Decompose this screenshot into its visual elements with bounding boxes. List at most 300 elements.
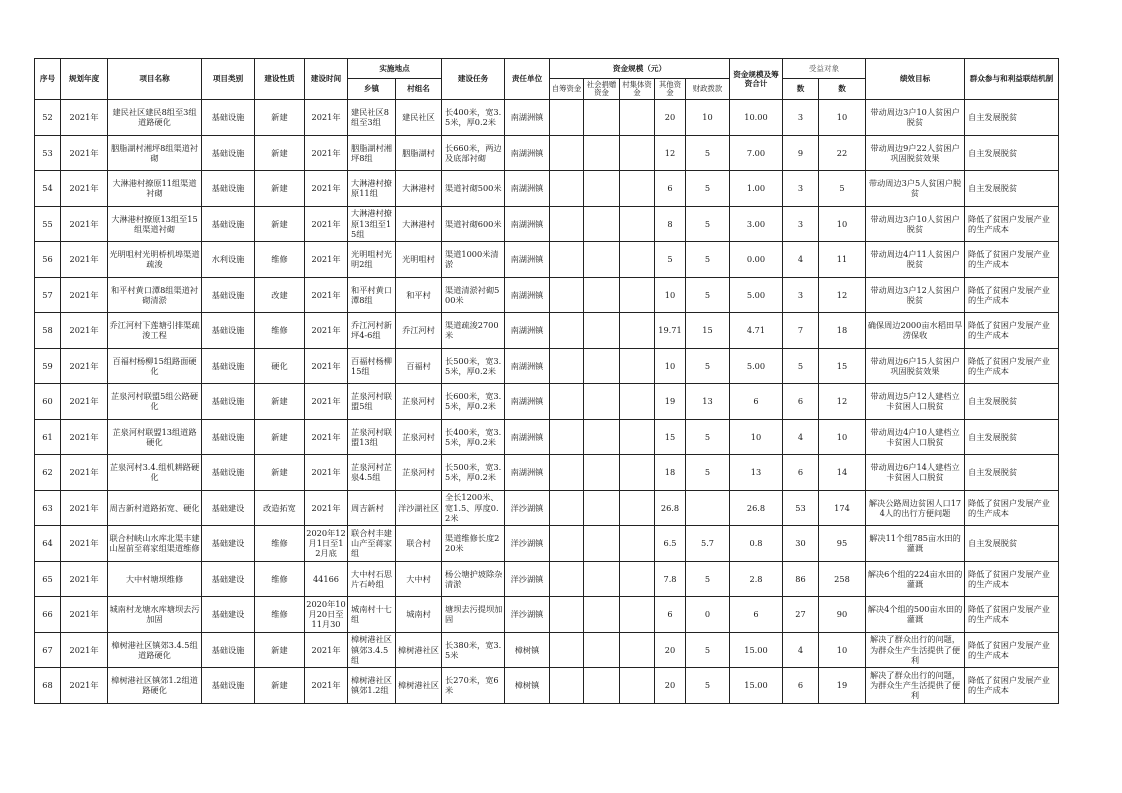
- cell-build-nature: 新建: [255, 135, 305, 171]
- cell-seq: 67: [35, 632, 61, 668]
- cell-households: 53: [783, 490, 819, 526]
- header-unit: 责任单位: [505, 59, 550, 100]
- cell-build-nature: 维修: [255, 561, 305, 597]
- cell-mechanism: 降低了贫困户发展产业的生产成本: [965, 242, 1059, 278]
- cell-persons: 11: [819, 242, 866, 278]
- cell-fiscal: 5.7: [686, 526, 730, 562]
- cell-collective: [620, 277, 655, 313]
- cell-project-type: 基础设施: [202, 348, 255, 384]
- cell-self-raised: [550, 242, 584, 278]
- cell-self-raised: [550, 597, 584, 633]
- cell-fund-total: 15.00: [730, 668, 783, 704]
- cell-fund-total: 10: [730, 419, 783, 455]
- cell-village: 洋沙湖社区: [396, 490, 442, 526]
- header-fund-total: 资金规模及筹资合计: [730, 59, 783, 100]
- cell-other-funds: 19: [655, 384, 686, 420]
- cell-task: 长500米，宽3.5米，厚0.2米: [442, 348, 505, 384]
- cell-build-time: 2021年: [305, 632, 348, 668]
- cell-task: 长380米，宽3.5米: [442, 632, 505, 668]
- cell-town: 芷泉河村联盟5组: [348, 384, 396, 420]
- cell-town: 大淋港村撩原11组: [348, 171, 396, 207]
- cell-collective: [620, 313, 655, 349]
- cell-fiscal: 5: [686, 632, 730, 668]
- cell-task: 长400米，宽3.5米，厚0.2米: [442, 419, 505, 455]
- cell-task: 长660米，两边及底部衬砌: [442, 135, 505, 171]
- cell-year: 2021年: [61, 632, 108, 668]
- cell-self-raised: [550, 526, 584, 562]
- cell-year: 2021年: [61, 455, 108, 491]
- cell-seq: 63: [35, 490, 61, 526]
- cell-households: 3: [783, 171, 819, 207]
- cell-town: 和平村黄口潭8组: [348, 277, 396, 313]
- cell-project-type: 基础设施: [202, 135, 255, 171]
- header-households: 数: [783, 79, 819, 100]
- cell-unit: 洋沙湖镇: [505, 526, 550, 562]
- cell-households: 9: [783, 135, 819, 171]
- cell-task: 渠道衬砌600米: [442, 206, 505, 242]
- cell-other-funds: 20: [655, 668, 686, 704]
- cell-year: 2021年: [61, 561, 108, 597]
- cell-village: 樟树港社区: [396, 668, 442, 704]
- cell-village: 联合村: [396, 526, 442, 562]
- cell-unit: 南湖洲镇: [505, 313, 550, 349]
- cell-project-name: 芷泉河村3.4.组机耕路硬化: [108, 455, 202, 491]
- cell-unit: 南湖洲镇: [505, 348, 550, 384]
- cell-goal: 带动周边6户14人建档立卡贫困人口脱贫: [866, 455, 965, 491]
- cell-seq: 58: [35, 313, 61, 349]
- cell-unit: 南湖洲镇: [505, 384, 550, 420]
- cell-year: 2021年: [61, 171, 108, 207]
- cell-fiscal: 5: [686, 561, 730, 597]
- cell-project-name: 樟树港社区镇郊1.2组道路硬化: [108, 668, 202, 704]
- cell-project-type: 基础设施: [202, 206, 255, 242]
- cell-self-raised: [550, 668, 584, 704]
- cell-project-type: 基础建设: [202, 597, 255, 633]
- cell-town: 城南村十七组: [348, 597, 396, 633]
- cell-build-time: 2021年: [305, 455, 348, 491]
- cell-build-time: 2021年: [305, 135, 348, 171]
- cell-seq: 57: [35, 277, 61, 313]
- cell-project-type: 基础设施: [202, 455, 255, 491]
- cell-build-nature: 新建: [255, 419, 305, 455]
- cell-collective: [620, 668, 655, 704]
- cell-collective: [620, 419, 655, 455]
- cell-build-nature: 维修: [255, 313, 305, 349]
- header-town: 乡镇: [348, 79, 396, 100]
- cell-town: 光明咀村光明2组: [348, 242, 396, 278]
- cell-village: 大中村: [396, 561, 442, 597]
- cell-build-nature: 新建: [255, 632, 305, 668]
- cell-other-funds: 15: [655, 419, 686, 455]
- cell-other-funds: 10: [655, 277, 686, 313]
- cell-self-raised: [550, 632, 584, 668]
- cell-collective: [620, 206, 655, 242]
- cell-build-time: 44166: [305, 561, 348, 597]
- table-row: [35, 455, 1059, 491]
- cell-seq: 68: [35, 668, 61, 704]
- cell-social-donation: [584, 206, 620, 242]
- cell-fund-total: 7.00: [730, 135, 783, 171]
- cell-goal: 带动周边9户22人贫困户巩固脱贫效果: [866, 135, 965, 171]
- cell-persons: 12: [819, 384, 866, 420]
- cell-town: 乔江河村新坪4-6组: [348, 313, 396, 349]
- cell-self-raised: [550, 313, 584, 349]
- header-beneficiary: 受益对象: [783, 59, 866, 79]
- header-location: 实施地点: [348, 59, 442, 79]
- cell-unit: 南湖洲镇: [505, 135, 550, 171]
- cell-unit: 南湖洲镇: [505, 419, 550, 455]
- cell-village: 和平村: [396, 277, 442, 313]
- cell-goal: 解决6个组的224亩水田的灌溉: [866, 561, 965, 597]
- table-row: [35, 632, 1059, 668]
- cell-other-funds: 6: [655, 171, 686, 207]
- cell-self-raised: [550, 171, 584, 207]
- cell-goal: 解决了群众出行的问题，为群众生产生活提供了便利: [866, 632, 965, 668]
- cell-build-time: 2020年12月1日至12月底: [305, 526, 348, 562]
- cell-self-raised: [550, 419, 584, 455]
- project-table: [34, 58, 1059, 704]
- cell-project-type: 基础设施: [202, 419, 255, 455]
- cell-social-donation: [584, 277, 620, 313]
- cell-build-nature: 新建: [255, 455, 305, 491]
- cell-other-funds: 6.5: [655, 526, 686, 562]
- cell-town: 樟树港社区镇郊1.2组: [348, 668, 396, 704]
- cell-seq: 61: [35, 419, 61, 455]
- cell-other-funds: 7.8: [655, 561, 686, 597]
- cell-fiscal: 5: [686, 419, 730, 455]
- cell-social-donation: [584, 632, 620, 668]
- cell-households: 3: [783, 277, 819, 313]
- table-row: [35, 348, 1059, 384]
- cell-seq: 62: [35, 455, 61, 491]
- cell-year: 2021年: [61, 668, 108, 704]
- cell-fund-total: 0.8: [730, 526, 783, 562]
- cell-other-funds: 6: [655, 597, 686, 633]
- cell-project-name: 城南村龙塘水库塘坝去污加固: [108, 597, 202, 633]
- cell-task: 长400米，宽3.5米，厚0.2米: [442, 100, 505, 136]
- table-row: [35, 277, 1059, 313]
- cell-village: 大淋港村: [396, 206, 442, 242]
- cell-project-name: 大中村塘坝维修: [108, 561, 202, 597]
- cell-other-funds: 18: [655, 455, 686, 491]
- cell-town: 芷泉河村芷泉4.5组: [348, 455, 396, 491]
- cell-build-nature: 新建: [255, 171, 305, 207]
- cell-goal: 带动周边4户10人建档立卡贫困人口脱贫: [866, 419, 965, 455]
- cell-self-raised: [550, 100, 584, 136]
- cell-goal: 带动周边3户10人贫困户脱贫: [866, 206, 965, 242]
- cell-households: 3: [783, 206, 819, 242]
- cell-town: 大淋港村撩原13组至15组: [348, 206, 396, 242]
- cell-fiscal: [686, 490, 730, 526]
- table-row: [35, 206, 1059, 242]
- cell-build-nature: 新建: [255, 100, 305, 136]
- table-row: [35, 242, 1059, 278]
- cell-households: 27: [783, 597, 819, 633]
- cell-unit: 洋沙湖镇: [505, 561, 550, 597]
- cell-households: 6: [783, 455, 819, 491]
- cell-seq: 55: [35, 206, 61, 242]
- cell-year: 2021年: [61, 384, 108, 420]
- header-social-donation: 社会捐赠资金: [584, 79, 620, 100]
- cell-project-type: 基础建设: [202, 561, 255, 597]
- cell-build-nature: 改建: [255, 277, 305, 313]
- cell-goal: 带动周边3户5人贫困户脱贫: [866, 171, 965, 207]
- table-row: [35, 135, 1059, 171]
- header-plan-year: 规划年度: [61, 59, 108, 100]
- cell-social-donation: [584, 384, 620, 420]
- cell-social-donation: [584, 171, 620, 207]
- cell-village: 芷泉河村: [396, 455, 442, 491]
- cell-seq: 53: [35, 135, 61, 171]
- cell-unit: 南湖洲镇: [505, 206, 550, 242]
- cell-build-time: 2021年: [305, 419, 348, 455]
- cell-year: 2021年: [61, 490, 108, 526]
- cell-mechanism: 自主发展脱贫: [965, 384, 1059, 420]
- cell-goal: 带动周边4户11人贫困户脱贫: [866, 242, 965, 278]
- cell-build-time: 2020年10月20日至11月30: [305, 597, 348, 633]
- cell-village: 乔江河村: [396, 313, 442, 349]
- cell-collective: [620, 490, 655, 526]
- cell-goal: 带动周边5户12人建档立卡贫困人口脱贫: [866, 384, 965, 420]
- cell-fiscal: 5: [686, 171, 730, 207]
- cell-self-raised: [550, 490, 584, 526]
- cell-social-donation: [584, 313, 620, 349]
- cell-persons: 10: [819, 100, 866, 136]
- cell-town: 樟树港社区镇郊3.4.5组: [348, 632, 396, 668]
- cell-persons: 174: [819, 490, 866, 526]
- cell-unit: 洋沙湖镇: [505, 597, 550, 633]
- cell-self-raised: [550, 277, 584, 313]
- cell-self-raised: [550, 561, 584, 597]
- header-build-time: 建设时间: [305, 59, 348, 100]
- cell-year: 2021年: [61, 313, 108, 349]
- cell-self-raised: [550, 206, 584, 242]
- cell-social-donation: [584, 100, 620, 136]
- cell-seq: 65: [35, 561, 61, 597]
- cell-collective: [620, 348, 655, 384]
- cell-collective: [620, 597, 655, 633]
- cell-town: 胭脂湖村湘坪8组: [348, 135, 396, 171]
- cell-build-nature: 维修: [255, 597, 305, 633]
- cell-fund-total: 10.00: [730, 100, 783, 136]
- cell-project-name: 光明咀村光明桥机埠渠道疏浚: [108, 242, 202, 278]
- cell-fiscal: 15: [686, 313, 730, 349]
- cell-project-type: 基础建设: [202, 526, 255, 562]
- cell-build-time: 2021年: [305, 384, 348, 420]
- cell-project-name: 樟树港社区镇郊3.4.5组道路硬化: [108, 632, 202, 668]
- cell-task: 塘坝去污提坝加固: [442, 597, 505, 633]
- cell-build-nature: 维修: [255, 242, 305, 278]
- cell-project-name: 建民社区建民8组至3组道路硬化: [108, 100, 202, 136]
- cell-fund-total: 26.8: [730, 490, 783, 526]
- cell-build-nature: 新建: [255, 384, 305, 420]
- cell-build-time: 2021年: [305, 100, 348, 136]
- cell-village: 城南村: [396, 597, 442, 633]
- cell-fund-total: 13: [730, 455, 783, 491]
- cell-year: 2021年: [61, 419, 108, 455]
- cell-village: 建民社区: [396, 100, 442, 136]
- table-row: [35, 561, 1059, 597]
- cell-households: 4: [783, 242, 819, 278]
- cell-unit: 南湖洲镇: [505, 455, 550, 491]
- cell-social-donation: [584, 668, 620, 704]
- cell-project-name: 周吉新村道路拓宽、硬化: [108, 490, 202, 526]
- cell-village: 大淋港村: [396, 171, 442, 207]
- cell-project-type: 基础设施: [202, 632, 255, 668]
- cell-year: 2021年: [61, 135, 108, 171]
- header-fiscal: 财政拨款: [686, 79, 730, 100]
- cell-other-funds: 12: [655, 135, 686, 171]
- cell-unit: 南湖洲镇: [505, 277, 550, 313]
- cell-project-name: 芷泉河村联盟5组公路硬化: [108, 384, 202, 420]
- cell-build-nature: 新建: [255, 206, 305, 242]
- cell-households: 30: [783, 526, 819, 562]
- header-self-raised: 自筹资金: [550, 79, 584, 100]
- cell-other-funds: 19.71: [655, 313, 686, 349]
- table-row: [35, 490, 1059, 526]
- cell-fund-total: 0.00: [730, 242, 783, 278]
- cell-fiscal: 5: [686, 206, 730, 242]
- table-row: [35, 419, 1059, 455]
- cell-task: 渠道1000米清淤: [442, 242, 505, 278]
- cell-other-funds: 20: [655, 632, 686, 668]
- cell-households: 6: [783, 668, 819, 704]
- cell-mechanism: 自主发展脱贫: [965, 419, 1059, 455]
- cell-build-nature: 改造拓宽: [255, 490, 305, 526]
- header-goal: 绩效目标: [866, 59, 965, 100]
- cell-fund-total: 6: [730, 384, 783, 420]
- cell-persons: 22: [819, 135, 866, 171]
- cell-persons: 5: [819, 171, 866, 207]
- cell-mechanism: 自主发展脱贫: [965, 526, 1059, 562]
- cell-households: 86: [783, 561, 819, 597]
- cell-year: 2021年: [61, 242, 108, 278]
- cell-other-funds: 20: [655, 100, 686, 136]
- cell-task: 全长1200米、宽1.5、厚度0.2米: [442, 490, 505, 526]
- cell-fiscal: 10: [686, 100, 730, 136]
- cell-persons: 12: [819, 277, 866, 313]
- cell-social-donation: [584, 455, 620, 491]
- cell-build-nature: 新建: [255, 668, 305, 704]
- cell-goal: 带动周边3户12人贫困户脱贫: [866, 277, 965, 313]
- cell-unit: 樟树镇: [505, 668, 550, 704]
- cell-project-type: 基础设施: [202, 100, 255, 136]
- cell-mechanism: 降低了贫困户发展产业的生产成本: [965, 277, 1059, 313]
- cell-build-time: 2021年: [305, 171, 348, 207]
- cell-households: 6: [783, 384, 819, 420]
- cell-persons: 19: [819, 668, 866, 704]
- cell-year: 2021年: [61, 100, 108, 136]
- cell-task: 长600米，宽3.5米，厚0.2米: [442, 384, 505, 420]
- cell-seq: 59: [35, 348, 61, 384]
- cell-village: 芷泉河村: [396, 419, 442, 455]
- cell-year: 2021年: [61, 277, 108, 313]
- table-row: [35, 100, 1059, 136]
- cell-goal: 确保周边2000亩水稻田旱涝保收: [866, 313, 965, 349]
- cell-project-type: 水利设施: [202, 242, 255, 278]
- cell-project-type: 基础设施: [202, 277, 255, 313]
- header-other: 其他资金: [655, 79, 686, 100]
- cell-persons: 95: [819, 526, 866, 562]
- cell-persons: 10: [819, 419, 866, 455]
- cell-fiscal: 5: [686, 242, 730, 278]
- cell-persons: 15: [819, 348, 866, 384]
- cell-task: 渠道维修长度220米: [442, 526, 505, 562]
- cell-village: 芷泉河村: [396, 384, 442, 420]
- cell-self-raised: [550, 135, 584, 171]
- cell-mechanism: 降低了贫困户发展产业的生产成本: [965, 348, 1059, 384]
- cell-project-name: 大淋港村撩原13组至15组渠道衬砌: [108, 206, 202, 242]
- cell-collective: [620, 135, 655, 171]
- cell-project-name: 乔江河村下莲塘引排渠疏浚工程: [108, 313, 202, 349]
- cell-social-donation: [584, 135, 620, 171]
- cell-year: 2021年: [61, 348, 108, 384]
- cell-social-donation: [584, 526, 620, 562]
- cell-fund-total: 2.8: [730, 561, 783, 597]
- table-row: [35, 597, 1059, 633]
- cell-goal: 解决公路周边贫困人口174人的出行方便问题: [866, 490, 965, 526]
- cell-fund-total: 1.00: [730, 171, 783, 207]
- cell-town: 芷泉河村联盟13组: [348, 419, 396, 455]
- cell-social-donation: [584, 597, 620, 633]
- cell-households: 4: [783, 632, 819, 668]
- cell-project-type: 基础设施: [202, 313, 255, 349]
- cell-project-type: 基础设施: [202, 384, 255, 420]
- cell-fund-total: 5.00: [730, 277, 783, 313]
- cell-town: 百福村杨柳15组: [348, 348, 396, 384]
- cell-town: 联合村丰建山产至蒋家组: [348, 526, 396, 562]
- cell-task: 长500米，宽3.5米，厚0.2米: [442, 455, 505, 491]
- cell-seq: 66: [35, 597, 61, 633]
- header-fund-scale: 资金规模（元）: [550, 59, 730, 79]
- cell-other-funds: 8: [655, 206, 686, 242]
- cell-project-type: 基础建设: [202, 490, 255, 526]
- cell-mechanism: 降低了贫困户发展产业的生产成本: [965, 632, 1059, 668]
- cell-fund-total: 5.00: [730, 348, 783, 384]
- cell-self-raised: [550, 455, 584, 491]
- cell-other-funds: 5: [655, 242, 686, 278]
- cell-persons: 90: [819, 597, 866, 633]
- cell-unit: 樟树镇: [505, 632, 550, 668]
- cell-project-name: 联合村峡山水库北渠丰建山屋前至蒋家组渠道维修: [108, 526, 202, 562]
- cell-social-donation: [584, 561, 620, 597]
- cell-households: 7: [783, 313, 819, 349]
- cell-task: 杨公塘护坡除杂清淤: [442, 561, 505, 597]
- cell-collective: [620, 561, 655, 597]
- cell-social-donation: [584, 419, 620, 455]
- header-task: 建设任务: [442, 59, 505, 100]
- cell-mechanism: 降低了贫困户发展产业的生产成本: [965, 313, 1059, 349]
- cell-fiscal: 5: [686, 135, 730, 171]
- cell-persons: 14: [819, 455, 866, 491]
- header-persons: 数: [819, 79, 866, 100]
- cell-mechanism: 自主发展脱贫: [965, 100, 1059, 136]
- cell-seq: 54: [35, 171, 61, 207]
- cell-households: 4: [783, 419, 819, 455]
- header-mechanism: 群众参与和利益联结机制: [965, 59, 1059, 100]
- cell-year: 2021年: [61, 526, 108, 562]
- cell-mechanism: 自主发展脱贫: [965, 171, 1059, 207]
- cell-fiscal: 0: [686, 597, 730, 633]
- header-seq: 序号: [35, 59, 61, 100]
- cell-village: 百福村: [396, 348, 442, 384]
- cell-self-raised: [550, 348, 584, 384]
- cell-fund-total: 15.00: [730, 632, 783, 668]
- cell-village: 光明咀村: [396, 242, 442, 278]
- table-row: [35, 526, 1059, 562]
- cell-collective: [620, 455, 655, 491]
- cell-task: 渠道疏浚2700米: [442, 313, 505, 349]
